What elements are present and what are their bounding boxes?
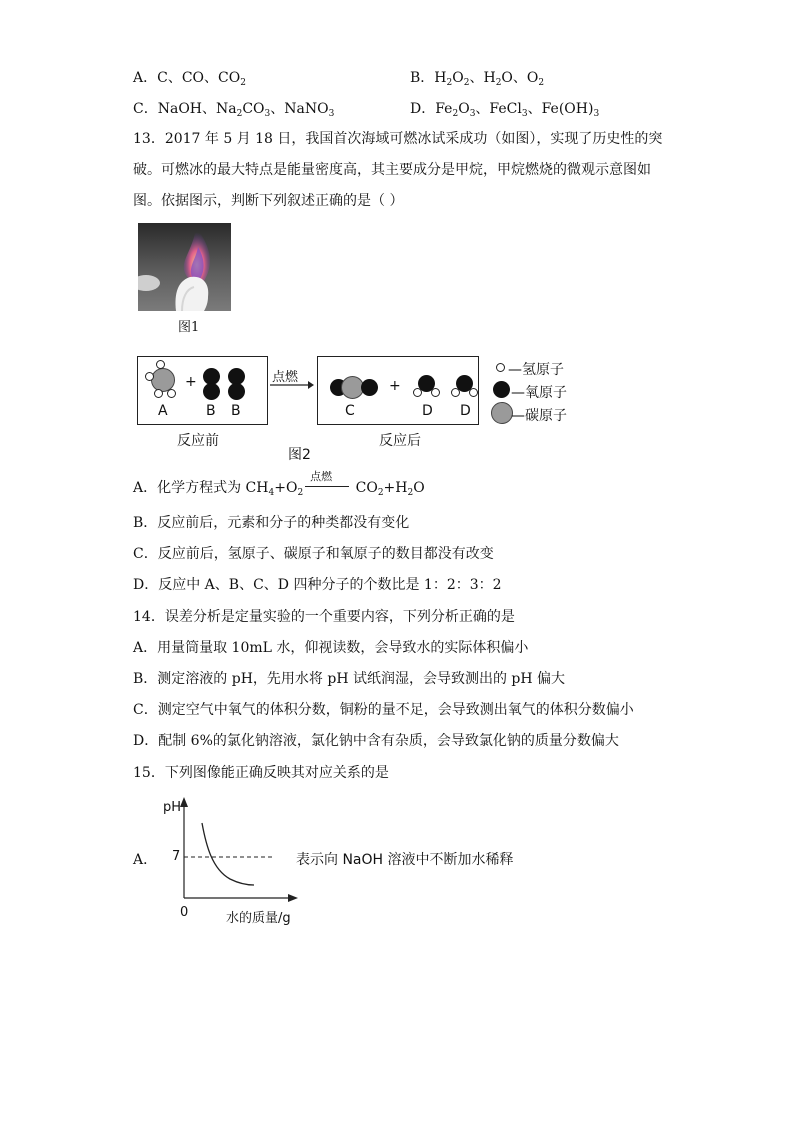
legend-carbon-atom <box>491 402 513 424</box>
hydrogen-atom <box>451 388 460 397</box>
y-axis-arrow-icon <box>180 797 188 807</box>
before-reaction-box <box>137 356 268 425</box>
ignite-condition: 点燃 <box>303 481 351 495</box>
hydrogen-atom <box>469 388 478 397</box>
q13-option-a: A．化学方程式为 $CH_4+O_2$ 点燃 $CO_2+H_2O$ <box>133 470 425 498</box>
combustible-ice-photo <box>138 223 231 311</box>
graph-x-label: 水的质量/g <box>226 911 291 926</box>
fig2-caption: 图2 <box>288 447 311 463</box>
hydrogen-atom <box>431 388 440 397</box>
q15-option-a-description: 表示向 NaOH 溶液中不断加水稀释 <box>296 852 514 868</box>
hydrogen-atom <box>145 372 154 381</box>
q14-option-a: A．用量筒量取 10mL 水，仰视读数，会导致水的实际体积偏小 <box>133 640 529 656</box>
oxygen-atom <box>228 383 245 400</box>
ph-curve <box>202 823 254 885</box>
graph-origin-label: 0 <box>180 905 189 920</box>
label-d: D <box>460 403 471 419</box>
ignite-label: 点燃 <box>272 370 299 385</box>
q12-option-a: A．C、CO、$CO_2$ <box>133 70 246 88</box>
q12-option-d: D．$Fe_2O_3$、FeCl$_3$、$Fe(OH)_3$ <box>410 101 600 119</box>
hydrogen-atom <box>156 360 165 369</box>
plus-sign: + <box>389 378 401 394</box>
graph-y-label: pH <box>163 800 182 815</box>
hydrogen-atom <box>154 389 163 398</box>
q14-option-d: D．配制 6%的氯化钠溶液，氯化钠中含有杂质，会导致氯化钠的质量分数偏大 <box>133 733 619 749</box>
q15-stem: 15．下列图像能正确反映其对应关系的是 <box>133 765 389 781</box>
q12-option-c: C．NaOH、$Na_2CO_3$、NaNO$_3$ <box>133 101 335 119</box>
q14-option-b: B．测定溶液的 pH，先用水将 pH 试纸润湿，会导致测出的 pH 偏大 <box>133 671 566 687</box>
q12-option-b: B．$H_2O_2$、$H_2O$、$O_2$ <box>410 70 545 88</box>
after-caption: 反应后 <box>379 433 421 449</box>
q13-option-c: C．反应前后，氢原子、碳原子和氧原子的数目都没有改变 <box>133 546 494 562</box>
q13-stem-line2: 破。可燃冰的最大特点是能量密度高，其主要成分是甲烷，甲烷燃烧的微观示意图如 <box>133 162 651 178</box>
reaction-arrow-icon <box>268 380 314 390</box>
legend-hydrogen-label: —氢原子 <box>508 362 564 378</box>
hydrogen-atom <box>167 389 176 398</box>
legend-oxygen-label: —氧原子 <box>511 385 567 401</box>
legend-carbon-label: —碳原子 <box>511 408 567 424</box>
x-axis-arrow-icon <box>288 894 298 902</box>
q13-option-d: D．反应中 A、B、C、D 四种分子的个数比是 1：2：3：2 <box>133 577 502 593</box>
graph-ph7-label: 7 <box>172 849 181 864</box>
q13-stem-line3: 图。依据图示，判断下列叙述正确的是（ ） <box>133 193 404 209</box>
label-c: C <box>345 403 355 419</box>
q15-option-a-label: A． <box>133 852 158 868</box>
oxygen-atom <box>361 379 378 396</box>
after-reaction-box <box>317 356 479 425</box>
q14-option-c: C．测定空气中氧气的体积分数，铜粉的量不足，会导致测出氧气的体积分数偏小 <box>133 702 634 718</box>
legend-oxygen-atom <box>493 381 510 398</box>
before-caption: 反应前 <box>177 433 219 449</box>
q14-stem: 14．误差分析是定量实验的一个重要内容，下列分析正确的是 <box>133 609 515 625</box>
equation-bar <box>305 486 349 487</box>
flame-illustration <box>138 223 231 311</box>
legend-hydrogen-atom <box>496 363 505 372</box>
hydrogen-atom <box>413 388 422 397</box>
label-b: B <box>206 403 216 419</box>
label-d: D <box>422 403 433 419</box>
label-b: B <box>231 403 241 419</box>
plus-sign: + <box>185 374 197 390</box>
fig1-caption-text: 图1 <box>178 320 200 335</box>
q13-stem-line1: 13．2017 年 5 月 18 日，我国首次海域可燃冰试采成功（如图），实现了历史性的突 <box>133 131 663 147</box>
q13-option-b: B．反应前后，元素和分子的种类都没有变化 <box>133 515 410 531</box>
oxygen-atom <box>203 383 220 400</box>
label-a: A <box>158 403 168 419</box>
